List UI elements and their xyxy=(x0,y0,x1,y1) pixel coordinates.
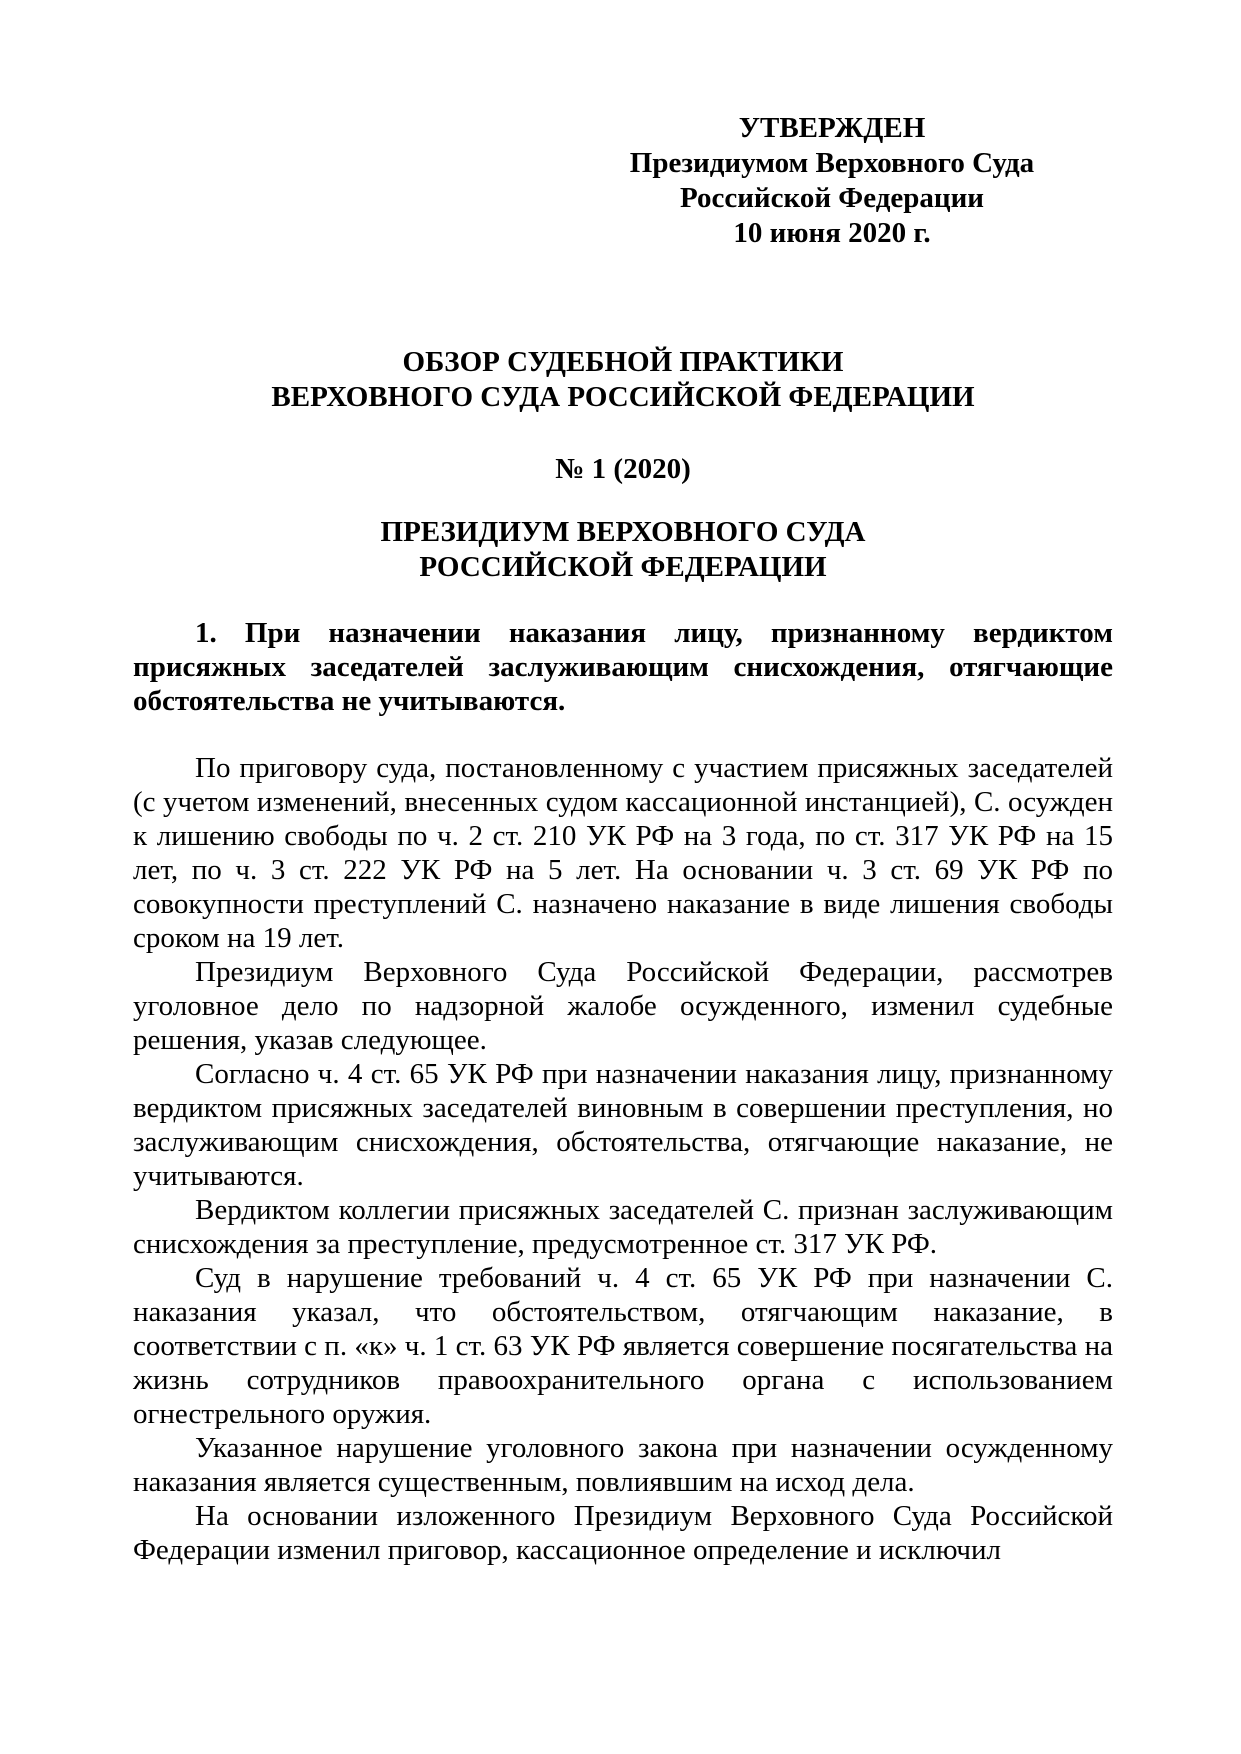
section-heading xyxy=(133,515,1113,585)
body-paragraph: Суд в нарушение требований ч. 4 ст. 65 УК РФ при назначении С. наказания указал, что обстоятельством, отягчающим наказание, в соответствии с п. «к» ч. 1 ст. 63 УК РФ является совершение посягательства на жизнь сотрудников правоохранительного органа с использованием огнестрельного оружия. xyxy=(133,1262,1113,1430)
approval-date: 10 июня 2020 г. xyxy=(733,217,931,249)
body-paragraph: Президиум Верховного Суда Российской Федерации, рассмотрев уголовное дело по надзорной жалобе осужденного, изменил судебные решения, указав следующее. xyxy=(133,956,1113,1056)
body-paragraph: Согласно ч. 4 ст. 65 УК РФ при назначении наказания лицу, признанному вердиктом присяжных заседателей виновным в совершении преступления, но заслуживающим снисхождения, обстоятельства, отягчающие наказание, не учитываются. xyxy=(133,1058,1113,1192)
section-heading-line: РОССИЙСКОЙ ФЕДЕРАЦИИ xyxy=(419,551,827,583)
document-number: № 1 (2020) xyxy=(555,453,691,485)
approval-line: Российской Федерации xyxy=(679,182,984,214)
approval-block xyxy=(617,111,1047,251)
approval-line: УТВЕРЖДЕН xyxy=(738,112,926,144)
body-paragraph: Указанное нарушение уголовного закона при назначении осужденному наказания является существенным, повлиявшим на исход дела. xyxy=(133,1432,1113,1498)
document-title-line: ВЕРХОВНОГО СУДА РОССИЙСКОЙ ФЕДЕРАЦИИ xyxy=(271,381,975,413)
body-paragraph: На основании изложенного Президиум Верховного Суда Российской Федерации изменил приговор, кассационное определение и исключил xyxy=(133,1500,1113,1566)
lead-paragraph: 1. При назначении наказания лицу, признанному вердиктом присяжных заседателей заслуживающим снисхождения, отягчающие обстоятельства не учитываются. xyxy=(133,617,1113,717)
body-paragraph: По приговору суда, постановленному с участием присяжных заседателей (с учетом изменений, внесенных судом кассационной инстанцией), С. осужден к лишению свободы по ч. 2 ст. 210 УК РФ на 3 года, по ст. 317 УК РФ на 15 лет, по ч. 3 ст. 222 УК РФ на 5 лет. На основании ч. 3 ст. 69 УК РФ по совокупности преступлений С. назначено наказание в виде лишения свободы сроком на 19 лет. xyxy=(133,752,1113,954)
approval-line: Президиумом Верховного Суда xyxy=(629,147,1035,179)
section-heading-line: ПРЕЗИДИУМ ВЕРХОВНОГО СУДА xyxy=(380,516,866,548)
document-title-line: ОБЗОР СУДЕБНОЙ ПРАКТИКИ xyxy=(402,346,844,378)
document-title xyxy=(133,345,1113,415)
body-paragraph: Вердиктом коллегии присяжных заседателей С. признан заслуживающим снисхождения за преступление, предусмотренное ст. 317 УК РФ. xyxy=(133,1194,1113,1260)
